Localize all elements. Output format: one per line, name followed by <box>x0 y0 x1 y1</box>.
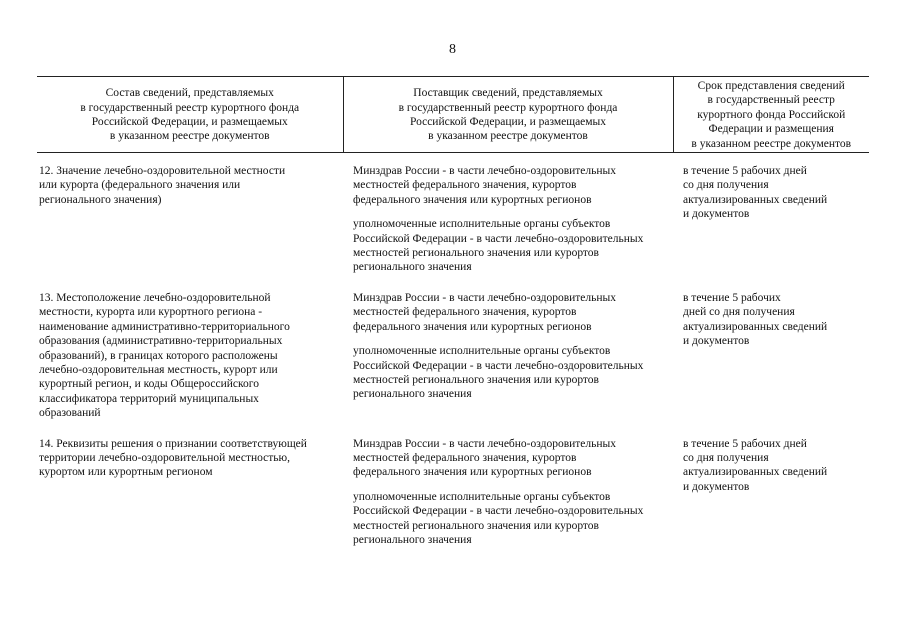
table-row <box>37 437 869 548</box>
provider-cell <box>343 437 673 548</box>
registry-table <box>37 76 869 547</box>
deadline-cell: в течение 5 рабочих дней со дня получения актуализированных сведений и документов <box>683 437 828 493</box>
deadline-cell: в течение 5 рабочих дней со дня получения актуализированных сведений и документов <box>683 165 828 221</box>
deadline-cell: в течение 5 рабочих дней со дня получения актуализированных сведений и документов <box>683 291 828 348</box>
row-spacer <box>37 275 869 291</box>
header-row <box>37 77 869 153</box>
provider-cell <box>343 153 673 275</box>
provider-regional: уполномоченные исполнительные органы субъектов Российской Федерации - в части лечебно-оздоровительных местностей регионального значения или курортов регионального значения <box>353 490 644 546</box>
table-row <box>37 153 869 275</box>
provider-federal: Минздрав России - в части лечебно-оздоровительных местностей федерального значения, курортов федерального значения или курортных регионов <box>353 291 617 333</box>
provider-federal: Минздрав России - в части лечебно-оздоровительных местностей федерального значения, курортов федерального значения или курортных регионов <box>353 165 617 206</box>
composition-cell: 12. Значение лечебно-оздоровительной местности или курорта (федерального значения или регионального значения) <box>39 165 286 206</box>
table-row <box>37 291 869 421</box>
row-spacer <box>37 421 869 437</box>
header-composition: Состав сведений, представляемых в государственный реестр курортного фонда Российской Федерации, и размещаемых в указанном реестре документов <box>37 77 343 153</box>
provider-regional: уполномоченные исполнительные органы субъектов Российской Федерации - в части лечебно-оздоровительных местностей регионального значения или курортов регионального значения <box>353 218 644 274</box>
table-header <box>37 77 869 153</box>
composition-cell: 14. Реквизиты решения о признании соответствующей территории лечебно-оздоровительной местностью, курортом или курортным регионом <box>39 437 307 479</box>
provider-federal: Минздрав России - в части лечебно-оздоровительных местностей федерального значения, курортов федерального значения или курортных регионов <box>353 437 617 479</box>
page-number: 8 <box>449 42 456 57</box>
provider-cell <box>343 291 673 421</box>
provider-regional: уполномоченные исполнительные органы субъектов Российской Федерации - в части лечебно-оздоровительных местностей регионального значения или курортов регионального значения <box>353 345 644 401</box>
table-body <box>37 153 869 548</box>
header-provider: Поставщик сведений, представляемых в государственный реестр курортного фонда Российской Федерации, и размещаемых в указанном реестре документов <box>343 77 673 153</box>
header-deadline: Срок представления сведений в государственный реестр курортного фонда Российской Федерации и размещения в указанном реестре документов <box>673 77 869 153</box>
composition-cell: 13. Местоположение лечебно-оздоровительной местности, курорта или курортного региона - наименование административно-территориального образования (административно-территориальных образований), в границах которого расположены лечебно-оздоровительная местность, курорт или курортный регион, и коды Общероссийского классификатора территорий муниципальных образований <box>39 291 290 420</box>
